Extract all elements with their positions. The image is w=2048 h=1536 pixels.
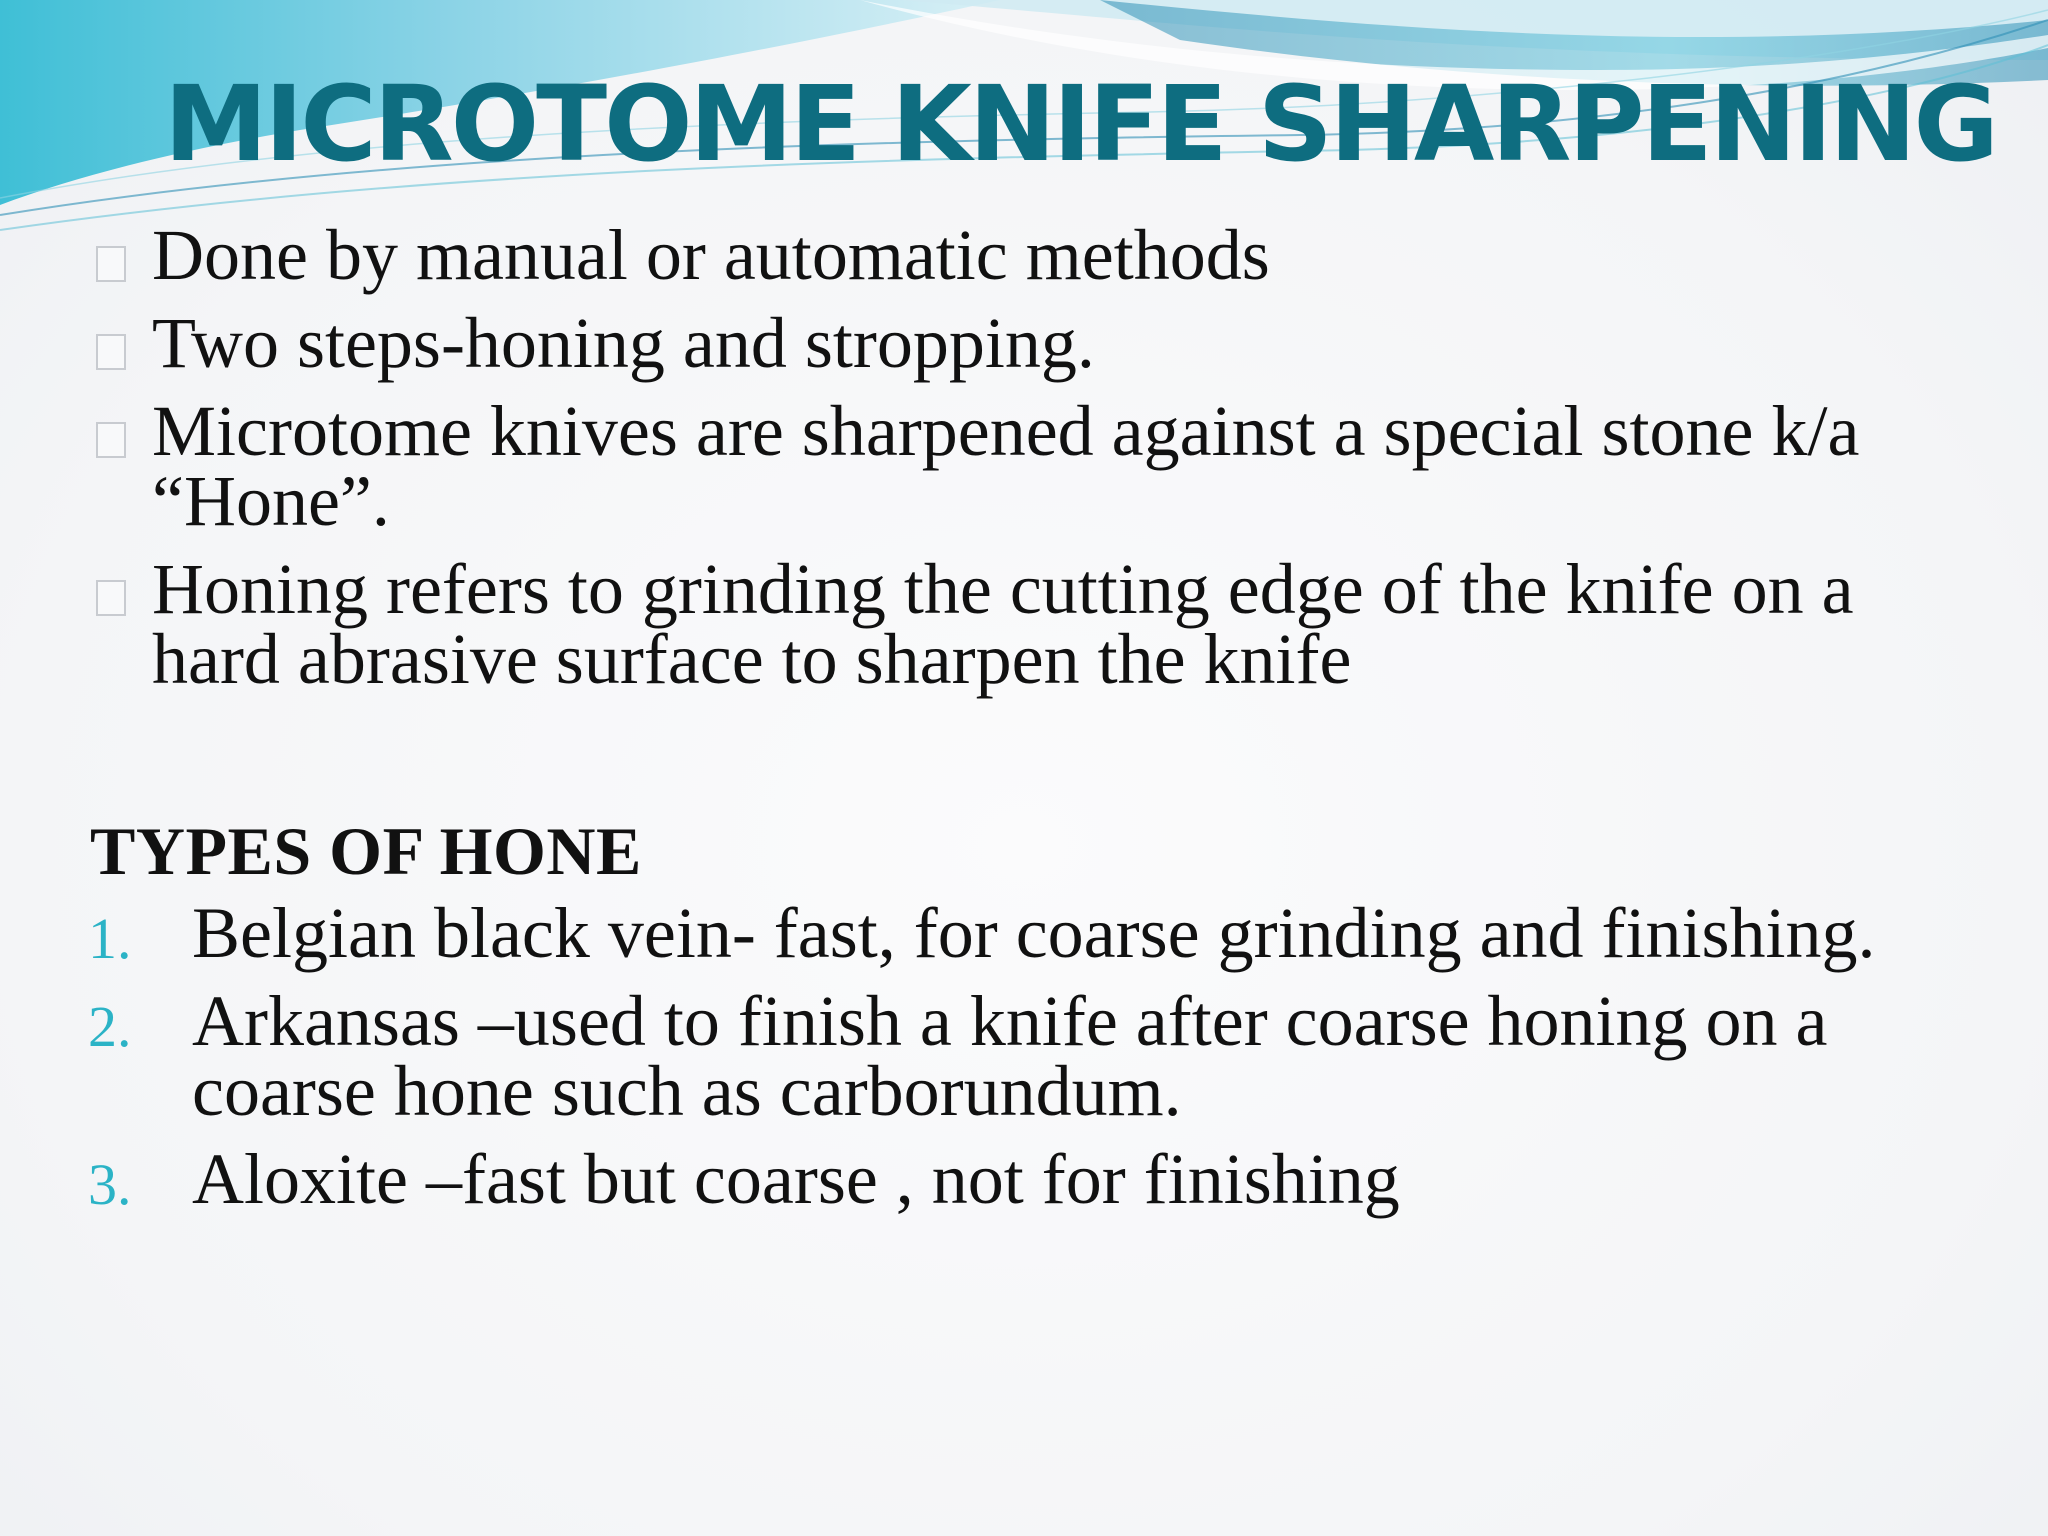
square-bullet-icon <box>96 422 126 458</box>
slide-title: MICROTOME KNIFE SHARPENING <box>164 63 1996 185</box>
hone-type-text: Aloxite –fast but coarse , not for finishing <box>192 1139 1400 1219</box>
bullet-text: Two steps-honing and stropping. <box>152 303 1095 383</box>
bullet-text: Done by manual or automatic methods <box>152 215 1270 295</box>
list-item <box>92 549 1992 699</box>
bullet-list <box>92 215 1992 712</box>
list-item <box>88 981 1988 1131</box>
square-bullet-icon <box>96 580 126 616</box>
square-bullet-icon <box>96 246 126 282</box>
hone-type-text: Arkansas –used to finish a knife after coarse honing on a coarse hone such as carborundum. <box>192 981 1828 1131</box>
bullet-text: Honing refers to grinding the cutting edge of the knife on a hard abrasive surface to sharpen the knife <box>152 549 1854 699</box>
list-item <box>92 303 1992 383</box>
square-bullet-icon <box>96 334 126 370</box>
list-item <box>88 893 1988 973</box>
list-item <box>92 391 1992 541</box>
list-item <box>88 1139 1988 1219</box>
list-number: 2. <box>88 994 132 1059</box>
list-number: 1. <box>88 906 132 971</box>
list-number: 3. <box>88 1152 132 1217</box>
list-item <box>92 215 1992 295</box>
hone-type-text: Belgian black vein- fast, for coarse grinding and finishing. <box>192 893 1876 973</box>
types-of-hone-heading: TYPES OF HONE <box>90 813 642 889</box>
bullet-text: Microtome knives are sharpened against a special stone k/a “Hone”. <box>152 391 1860 541</box>
hone-types-list <box>88 893 1988 1232</box>
